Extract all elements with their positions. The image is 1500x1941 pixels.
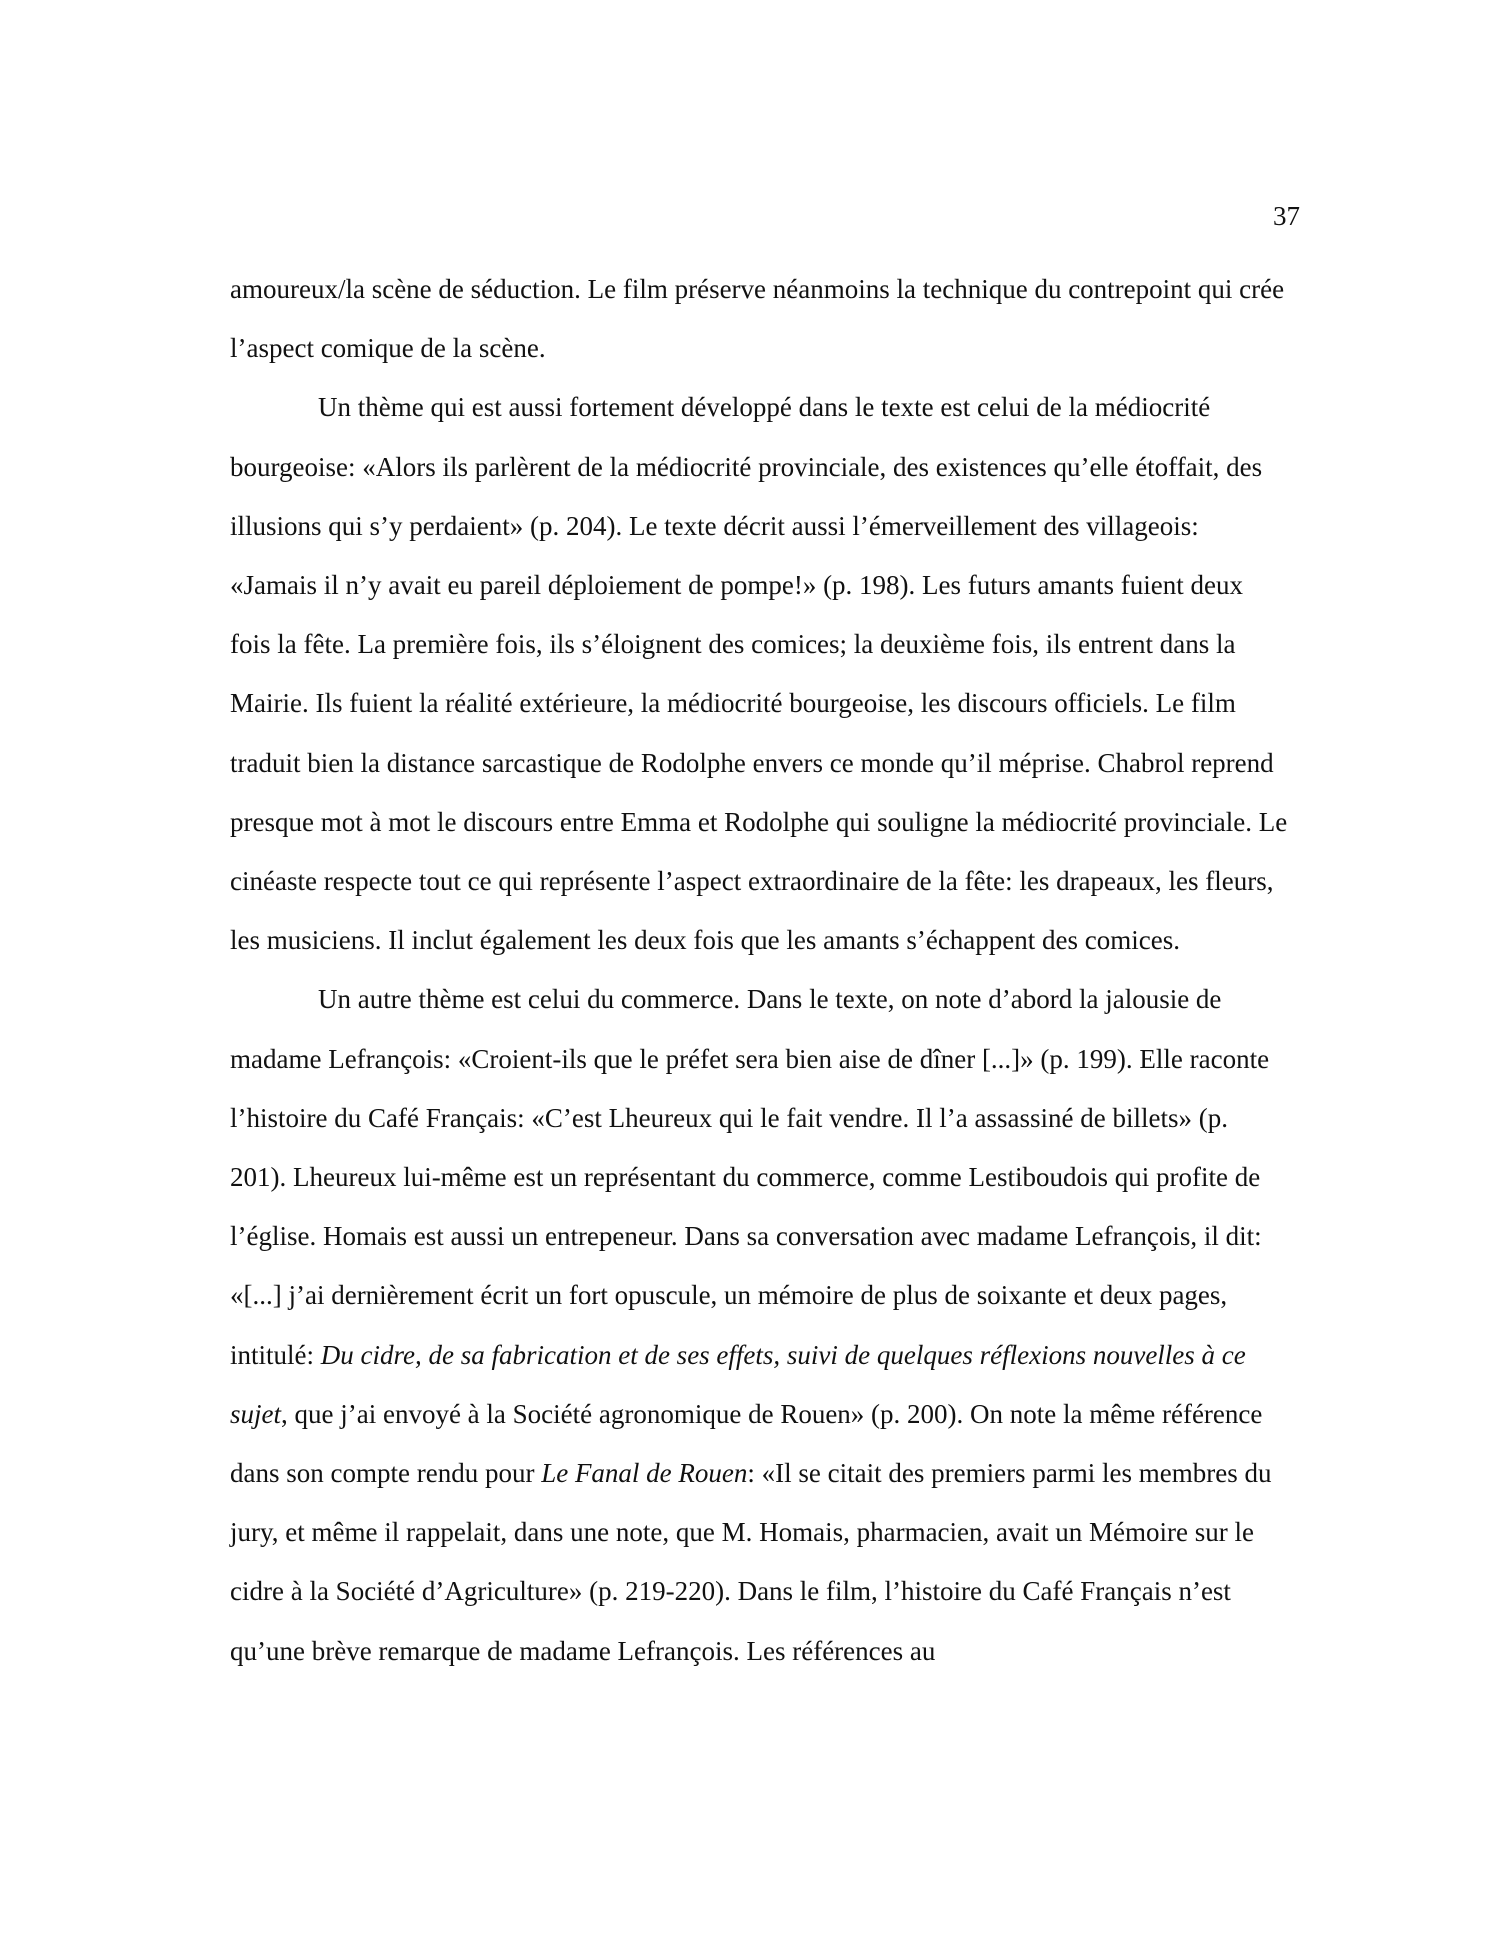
paragraph-text: Un thème qui est aussi fortement développé dans le texte est celui de la médiocrité bourgeoise: «Alors ils parlèrent de la médiocrité provinciale, des existences qu’elle étoffait, des illusions qui s’y perdaient» (p. 204). Le texte décrit aussi l’émerveillement des villageois: «Jamais il n’y avait eu pareil déploiement de pompe!» (p. 198). Les futurs amants fuient deux fois la fête. La première fois, ils s’éloignent des comices; la deuxième fois, ils entrent dans la Mairie. Ils fuient la réalité extérieure, la médiocrité bourgeoise, les discours officiels. Le film traduit bien la distance sarcastique de Rodolphe envers ce monde qu’il méprise. Chabrol reprend presque mot à mot le discours entre Emma et Rodolphe qui souligne la médiocrité provinciale. Le cinéaste respecte tout ce qui représente l’aspect extraordinaire de la fête: les drapeaux, les fleurs, les musiciens. Il inclut également les deux fois que les amants s’échappent des comices. <box>230 392 1288 956</box>
paragraph-text: , que j’ai envoyé à la Société agronomique de Rouen» (p. 200). On note la même référence dans son compte rendu pour <box>230 1398 1263 1489</box>
newspaper-title-fanal: Le Fanal de Rouen <box>541 1458 748 1489</box>
page-number: 37 <box>1273 201 1300 231</box>
paragraph-continuation <box>230 260 1290 378</box>
paragraph-text: : «Il se citait des premiers parmi les membres du jury, et même il rappelait, dans une note, que M. Homais, pharmacien, avait un Mémoire sur le cidre à la Société d’Agriculture» (p. 219-220). Dans le film, l’histoire du Café Français n’est qu’une brève remarque de madame Lefrançois. Les références au <box>230 1458 1272 1666</box>
document-body <box>230 260 1290 1681</box>
paragraph-mediocrite <box>230 378 1290 970</box>
book-title-du-cidre: Du cidre, de sa fabrication et de ses effets, suivi de quelques réflexions nouvelles à ce sujet <box>230 1339 1246 1429</box>
paragraph-text: Un autre thème est celui du commerce. Dans le texte, on note d’abord la jalousie de madame Lefrançois: «Croient-ils que le préfet sera bien aise de dîner [...]» (p. 199). Elle raconte l’histoire du Café Français: «C’est Lheureux qui le fait vendre. Il l’a assassiné de billets» (p. 201). Lheureux lui-même est un représentant du commerce, comme Lestiboudois qui profite de l’église. Homais est aussi un entrepeneur. Dans sa conversation avec madame Lefrançois, il dit: «[...] j’ai dernièrement écrit un fort opuscule, un mémoire de plus de soixante et deux pages, intitulé: <box>230 984 1270 1370</box>
paragraph-text: amoureux/la scène de séduction. Le film préserve néanmoins la technique du contrepoint qui crée l’aspect comique de la scène. <box>230 274 1285 364</box>
paragraph-commerce <box>230 970 1290 1680</box>
